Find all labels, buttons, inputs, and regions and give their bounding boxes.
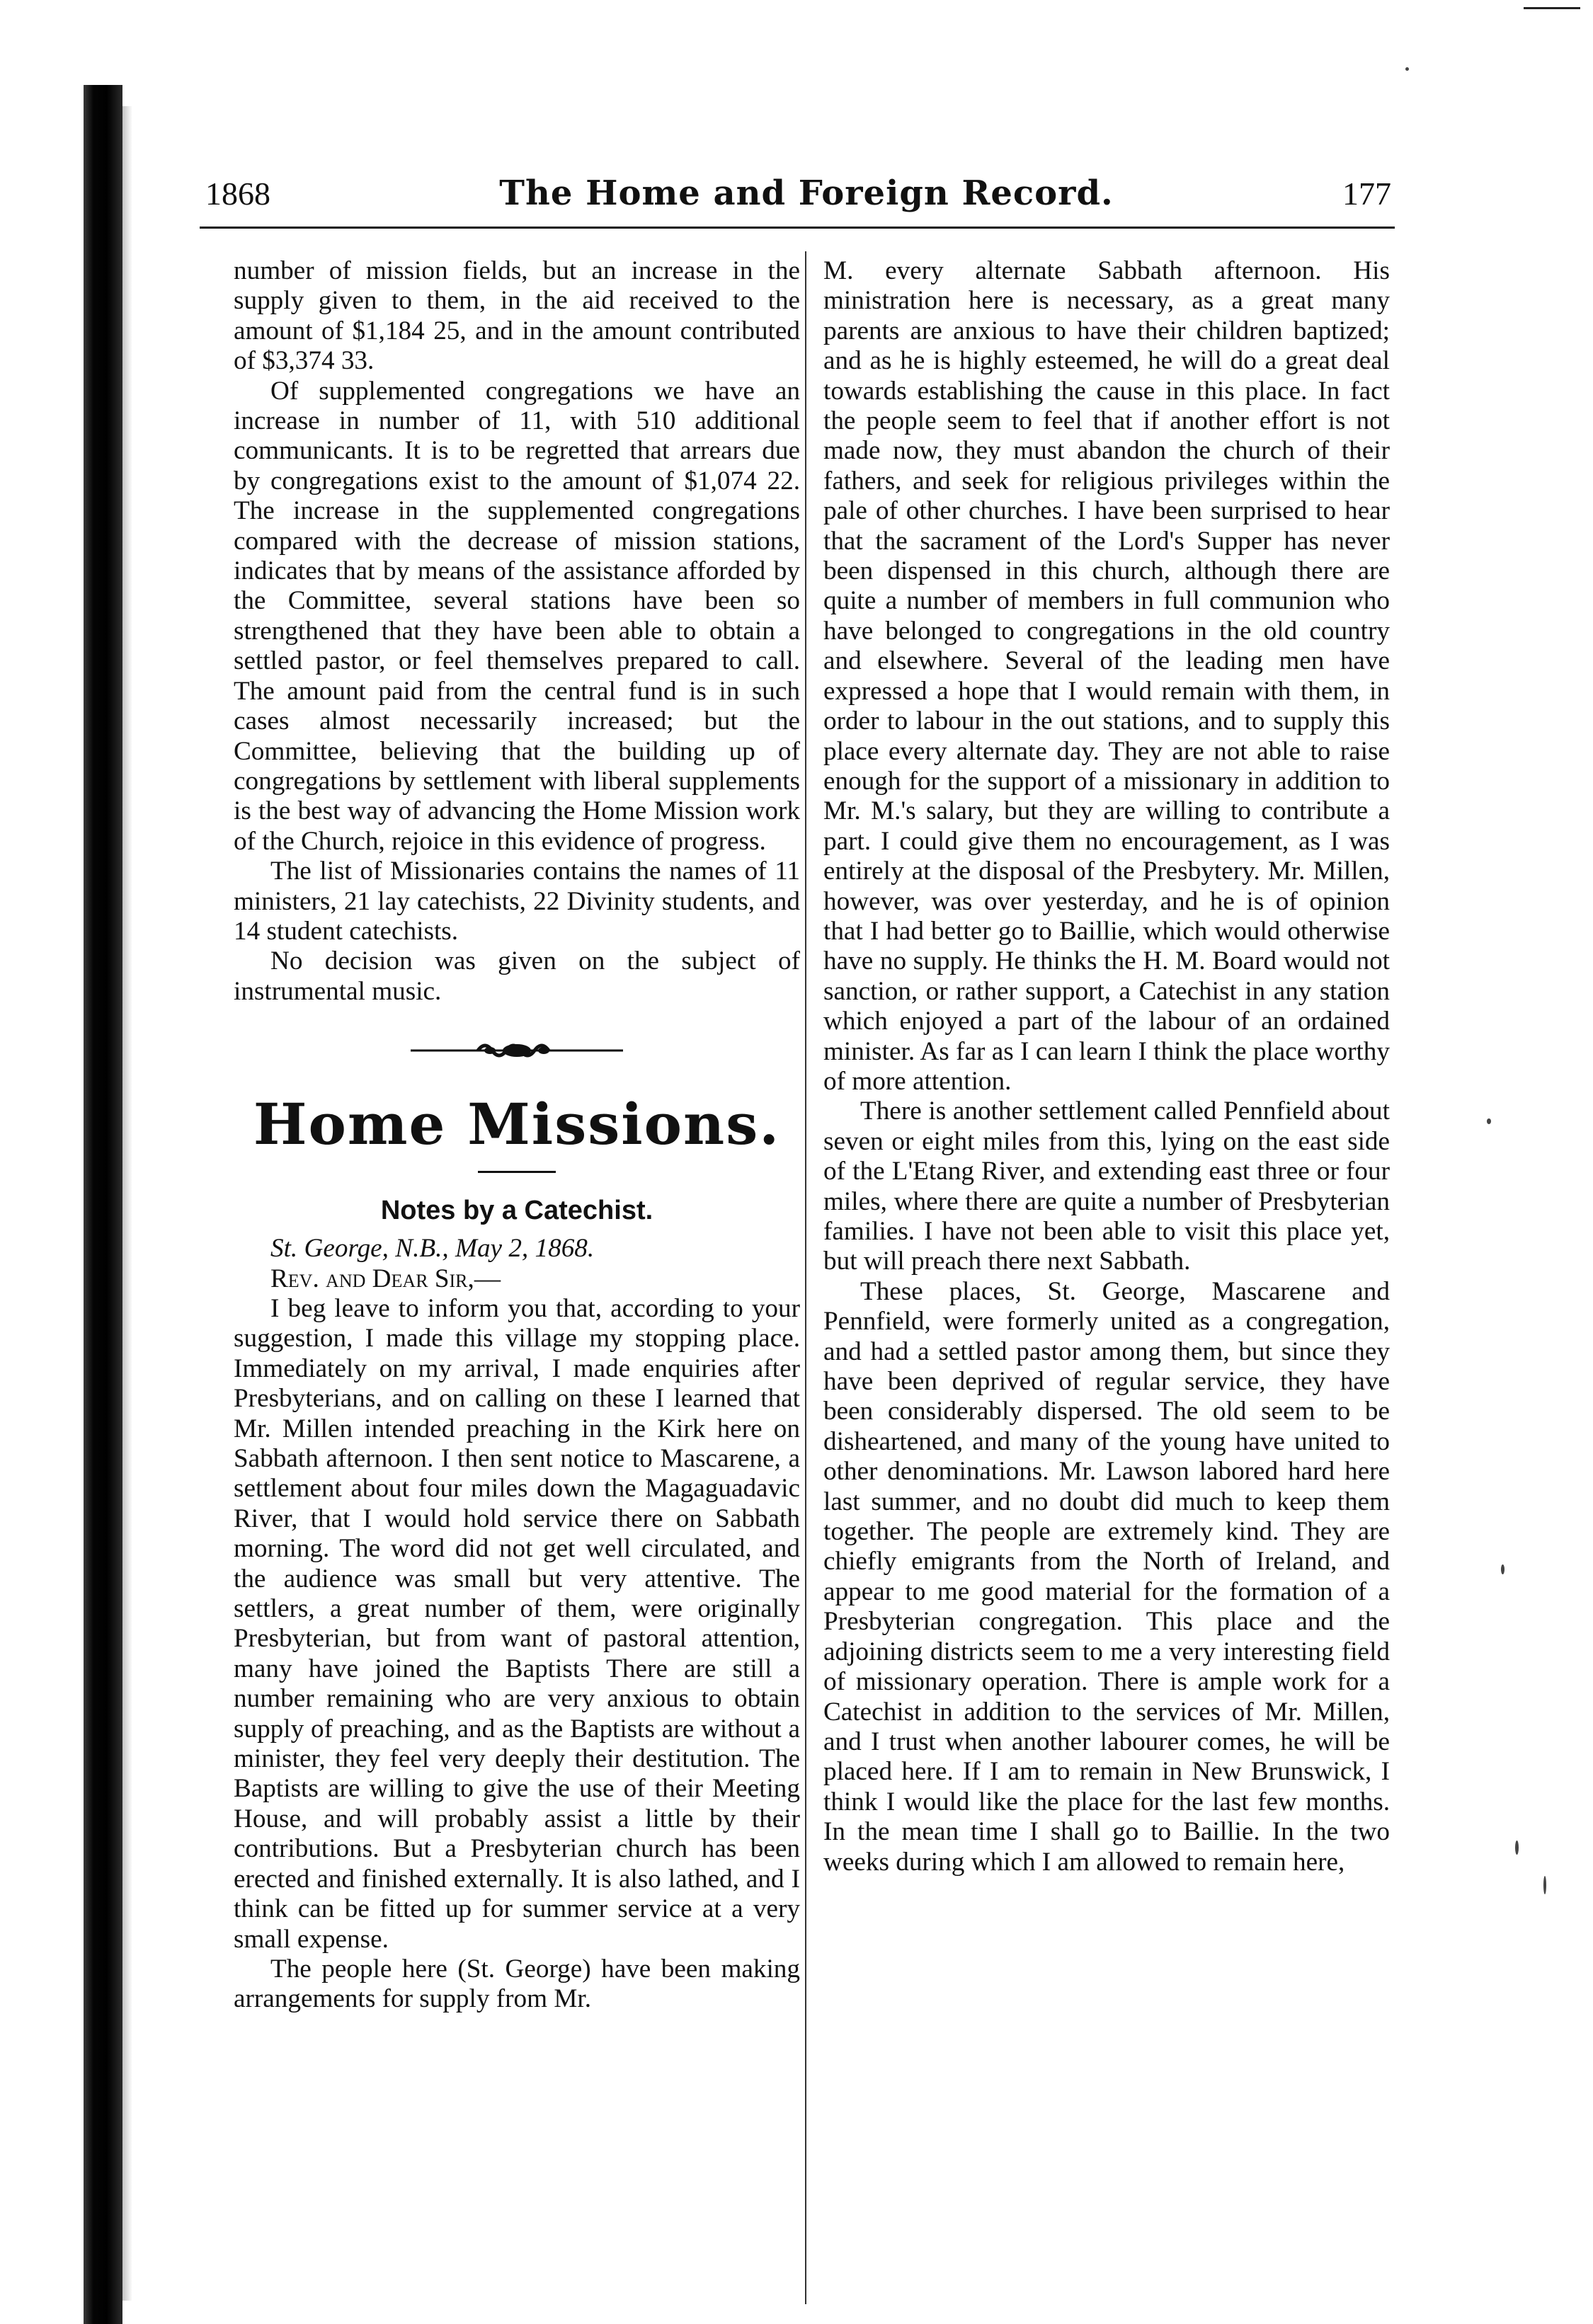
binding-shadow <box>122 106 132 2301</box>
article-title: Notes by a Catechist. <box>380 1196 653 1226</box>
header-rule <box>200 227 1395 229</box>
salutation: Rev. and Dear Sir,— <box>270 1264 501 1293</box>
section-title: Home Missions. <box>253 1091 781 1158</box>
right-column <box>823 256 1390 1877</box>
paragraph: The people here (St. George) have been making arrangements for supply from Mr. <box>234 1954 800 2014</box>
paragraph: Of supplemented congregations we have an increase in number of 11, with 510 additional communicants. It is to be regretted that arrears due by congregations exist to the amount of $1,074 22. The increase in the supplemented congregations compared with the decrease of mission stations, indicates that by means of the assistance afforded by the Committee, several stations have been so strengthened that they have been able to obtain a settled pastor, or feel themselves prepared to call. The amount paid from the central fund is in such cases almost necessarily increased; but the Committee, believing that the building up of congregations by settlement with liberal supplements is the best way of advancing the Home Mission work of the Church, rejoice in this evidence of progress. <box>234 376 800 856</box>
scan-speck <box>1501 1564 1504 1574</box>
scan-speck <box>1543 1876 1546 1894</box>
page-number: 177 <box>1342 175 1391 212</box>
column-divider <box>805 251 806 2304</box>
binding-spine <box>84 85 122 2324</box>
paragraph: I beg leave to inform you that, according to your suggestion, I made this village my stopping place. Immediately on my arrival, I made enquiries after Presbyterians, and on calling on these I learned that Mr. Millen intended preaching in the Kirk here on Sabbath afternoon. I then sent notice to Mascarene, a settlement about four miles down the Magaguadavic River, that I would hold service there on Sabbath morning. The word did not get well circulated, and the audience was small but very attentive. The settlers, a great number of them, were originally Presbyterian, but from want of pastoral attention, many have joined the Baptists There are still a number remaining who are very anxious to obtain supply of preaching, and as the Baptists are without a minister, they feel very deeply their destitution. The Baptists are willing to give the use of their Meeting House, and will probably assist a little by their contributions. But a Presbyterian church has been erected and finished externally. It is also lathed, and I think can be fitted up for summer service at a very small expense. <box>234 1293 800 1954</box>
paragraph: The list of Missionaries contains the names of 11 ministers, 21 lay catechists, 22 Divinity students, and 14 student catechists. <box>234 857 800 946</box>
left-column <box>234 256 800 2015</box>
running-header <box>205 168 1391 218</box>
dateline: St. George, N.B., May 2, 1868. <box>270 1234 595 1264</box>
corner-rule <box>1524 7 1580 9</box>
paragraph: M. every alternate Sabbath afternoon. His ministration here is necessary, as a great many parents are anxious to have their children baptized; and as he is highly esteemed, he will do a great deal towards establishing the cause in this place. In fact the people seem to feel that if another effort is not made now, they must abandon the church of their fathers, and seek for religious privileges within the pale of other churches. I have been surprised to hear that the sacrament of the Lord's Supper has never been dispensed in this church, although there are quite a number of members in full communion who have belonged to congregations in the old country and elsewhere. Several of the leading men have expressed a hope that I would remain with them, in order to labour in the out stations, and to supply this place every alternate day. They are not able to raise enough for the support of a missionary in addition to Mr. M.'s salary, but they are willing to contribute a part. I could give them no encouragement, as I was entirely at the disposal of the Presbytery. Mr. Millen, however, was over yesterday, and he is of opinion that I had better go to Baillie, which would otherwise have no supply. He thinks the H. M. Board would not sanction, or rather support, a Catechist in any station which enjoyed a part of the labour of an ordained minister. As far as I can learn I think the place worthy of more attention. <box>823 256 1390 1096</box>
header-year: 1868 <box>205 175 270 212</box>
scan-speck <box>1487 1118 1491 1124</box>
ornamental-divider <box>234 1036 800 1067</box>
paragraph: No decision was given on the subject of instrumental music. <box>234 946 800 1006</box>
journal-title: The Home and Foreign Record. <box>499 173 1114 213</box>
ornament-flourish-icon <box>411 1036 623 1065</box>
section-rule <box>478 1171 556 1173</box>
paragraph: number of mission fields, but an increase in the supply given to them, in the aid received to the amount of $1,184 25, and in the amount contributed of $3,374 33. <box>234 256 800 376</box>
scan-speck <box>1405 67 1409 71</box>
paragraph: These places, St. George, Mascarene and Pennfield, were formerly united as a congregation, and had a settled pastor among them, but since they have been deprived of regular service, they have been considerably dispersed. The old seem to be disheartened, and many of the young have united to other denominations. Mr. Lawson labored hard here last summer, and no doubt did much to keep them together. The people are extremely kind. They are chiefly emigrants from the North of Ireland, and appear to me good material for the formation of a Presbyterian congregation. This place and the adjoining districts seem to me a very interesting field of missionary operation. There is ample work for a Catechist in addition to the services of Mr. Millen, and I trust when another labourer comes, he will be placed here. If I am to remain in New Brunswick, I think I would like the place for the last few months. In the mean time I shall go to Baillie. In the two weeks during which I am allowed to remain here, <box>823 1276 1390 1877</box>
scan-speck <box>1515 1841 1519 1855</box>
paragraph: There is another settlement called Pennfield about seven or eight miles from this, lying on the east side of the L'Etang River, and extending east three or four miles, where there are quite a number of Presbyterian families. I have not been able to visit this place yet, but will preach there next Sabbath. <box>823 1097 1390 1276</box>
